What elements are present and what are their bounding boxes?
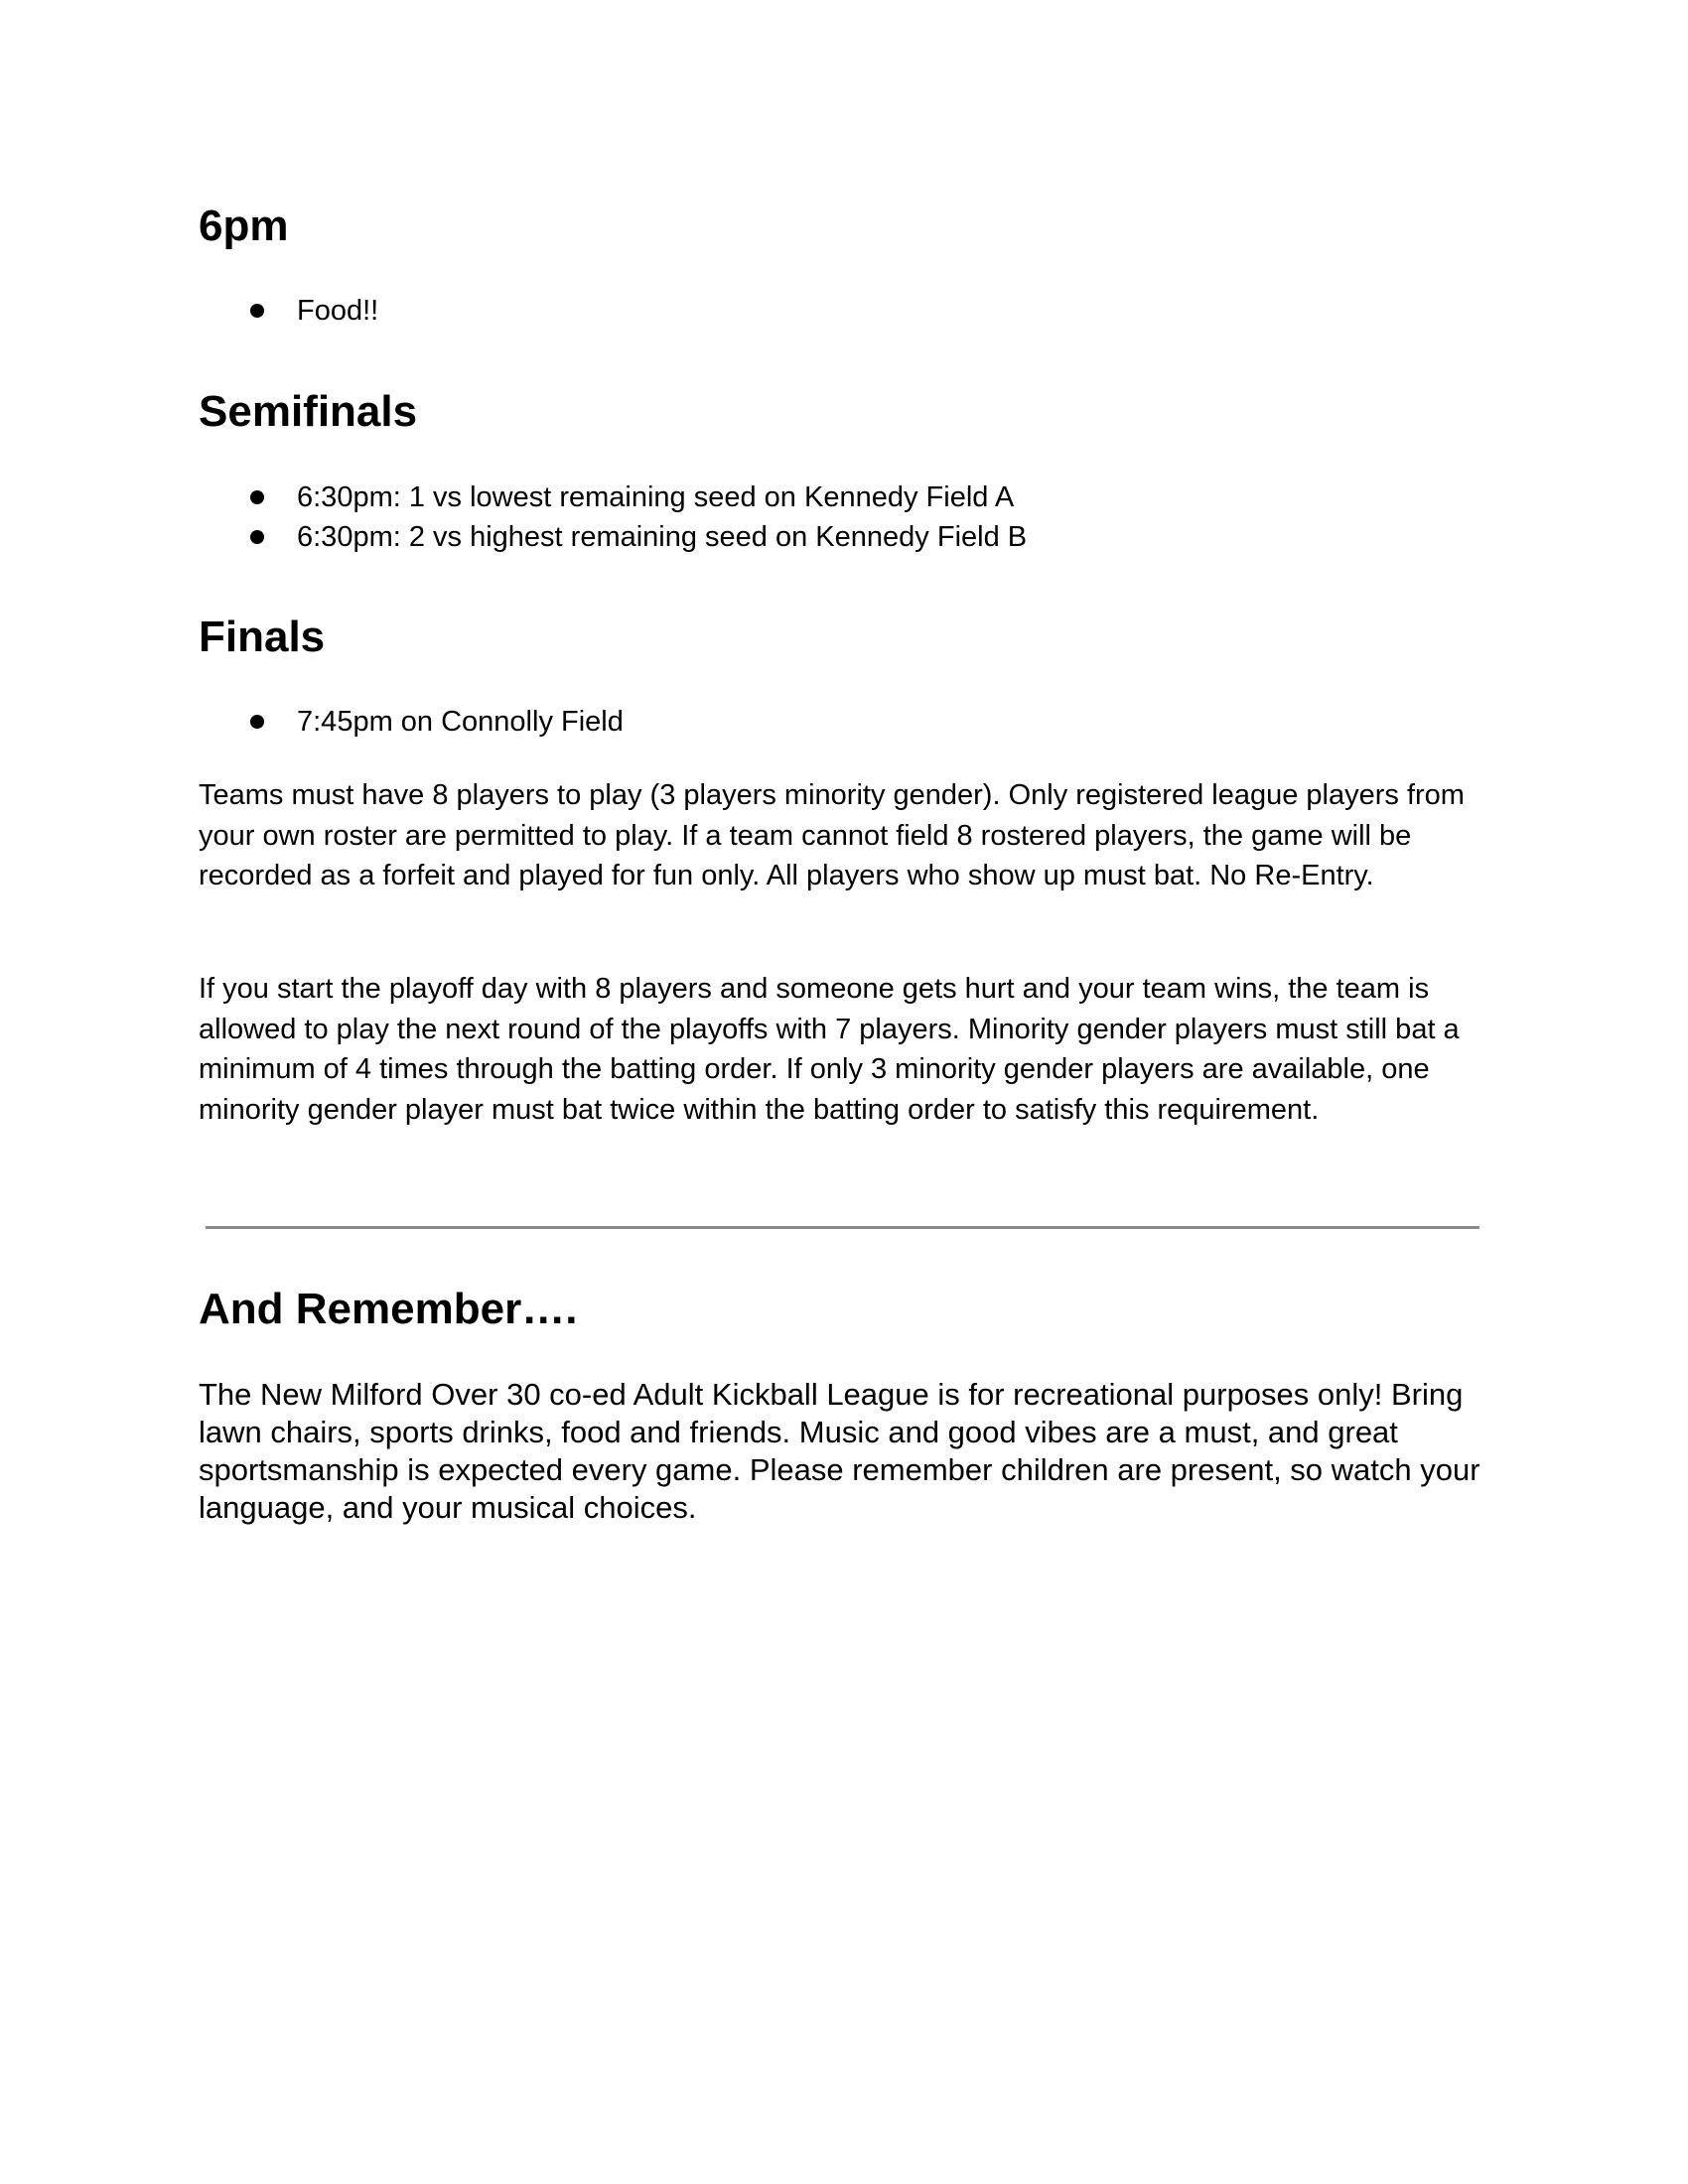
rules-paragraph-injury: If you start the playoff day with 8 players and someone gets hurt and your team wins, the team is allowed to play the next round of the playoffs with 7 players. Minority gender players must still bat a minimum of 4 times through the batting order. If only 3 minority gender players are available, one minority gender player must bat twice within the batting order to satisfy this requirement. (199, 973, 1460, 1126)
bullet-icon (250, 490, 264, 504)
list-item-text: 7:45pm on Connolly Field (297, 706, 624, 738)
list-item-text: 6:30pm: 1 vs lowest remaining seed on Kennedy Field A (297, 481, 1015, 513)
bullet-icon (250, 715, 264, 729)
bullet-icon (250, 304, 264, 318)
list-item-text: Food!! (297, 295, 379, 327)
heading-and-remember: And Remember…. (199, 1285, 578, 1333)
heading-semifinals: Semifinals (199, 387, 418, 436)
heading-6pm: 6pm (199, 202, 289, 250)
remember-paragraph: The New Milford Over 30 co-ed Adult Kickball League is for recreational purposes only! Bring lawn chairs, sports drinks, food and friends. Music and good vibes are a must, and great sportsmanship is expected every game. Please remember children are present, so watch your language, and your musical choices. (199, 1377, 1480, 1525)
rules-paragraph-roster: Teams must have 8 players to play (3 players minority gender). Only registered league players from your own roster are permitted to play. If a team cannot field 8 rostered players, the game will be recorded as a forfeit and played for fun only. All players who show up must bat. No Re-Entry. (199, 779, 1465, 891)
list-item-text: 6:30pm: 2 vs highest remaining seed on Kennedy Field B (297, 521, 1028, 553)
heading-finals: Finals (199, 613, 326, 661)
bullet-icon (250, 530, 264, 544)
horizontal-divider (206, 1226, 1479, 1229)
